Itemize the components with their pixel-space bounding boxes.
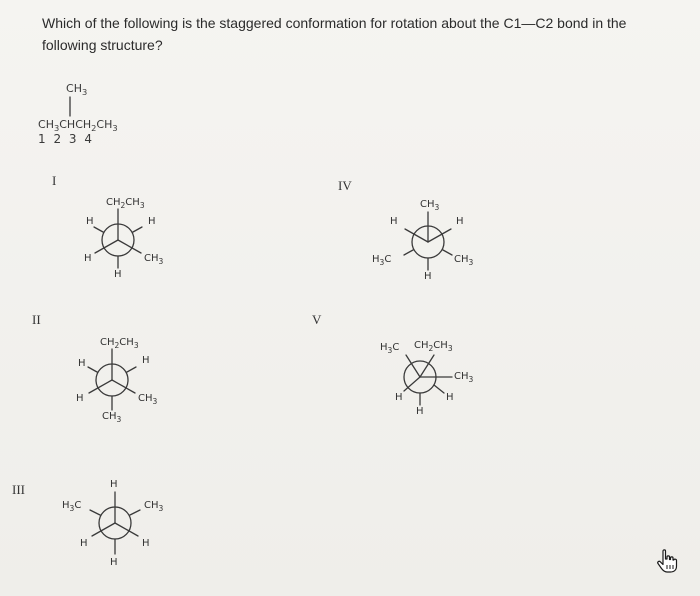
newman-v-top-left: $H_3C$ bbox=[380, 342, 400, 355]
newman-iv-top: $CH_3$ bbox=[420, 199, 440, 212]
newman-ii-top: $CH_2CH_3$ bbox=[100, 337, 139, 350]
newman-v bbox=[404, 355, 452, 405]
newman-iv-lower-right: $CH_3$ bbox=[454, 254, 474, 267]
newman-iv-lower-left: $H_3C$ bbox=[372, 254, 392, 267]
newman-i-top: $CH_2CH_3$ bbox=[106, 197, 145, 210]
newman-v-top-right: $CH_2CH_3$ bbox=[414, 340, 453, 353]
newman-i-lower-left: H bbox=[84, 253, 92, 264]
option-label-v: V bbox=[312, 312, 322, 327]
newman-v-bottom: H bbox=[416, 406, 424, 417]
newman-iii-bottom: H bbox=[110, 557, 118, 568]
question-text: Which of the following is the staggered conformation for rotation about the C1—C2 bond in the following structure? bbox=[42, 15, 627, 53]
newman-v-lower-right: H bbox=[446, 392, 454, 403]
newman-iv-upper-right: H bbox=[456, 216, 464, 227]
newman-iv bbox=[404, 212, 452, 270]
newman-ii-bottom: $CH_3$ bbox=[102, 411, 122, 424]
structure-formula: $CH_3CHCH_2CH_3$ bbox=[38, 118, 118, 134]
structure-numbering: 1 2 3 4 bbox=[38, 132, 94, 146]
newman-iii-top: H bbox=[110, 479, 118, 490]
newman-iii-lower-right: H bbox=[142, 538, 150, 549]
option-label-i: I bbox=[52, 173, 57, 188]
newman-ii bbox=[88, 349, 136, 410]
newman-iii bbox=[90, 492, 140, 554]
newman-ii-upper-left: H bbox=[78, 358, 86, 369]
newman-ii-upper-right: H bbox=[142, 355, 150, 366]
newman-i bbox=[94, 209, 142, 268]
newman-i-upper-right: H bbox=[148, 216, 156, 227]
newman-iv-upper-left: H bbox=[390, 216, 398, 227]
newman-ii-lower-left: H bbox=[76, 393, 84, 404]
newman-i-bottom: H bbox=[114, 269, 122, 280]
newman-i-lower-right: $CH_3$ bbox=[144, 253, 164, 266]
newman-iv-bottom: H bbox=[424, 271, 432, 282]
option-label-iii: III bbox=[12, 482, 25, 497]
pointer-hand-icon bbox=[654, 548, 680, 574]
newman-ii-lower-right: $CH_3$ bbox=[138, 393, 158, 406]
newman-v-right: $CH_3$ bbox=[454, 371, 474, 384]
newman-iii-upper-left: $H_3C$ bbox=[62, 500, 82, 513]
structure-top-substituent: $CH_3$ bbox=[66, 82, 88, 98]
option-label-iv: IV bbox=[338, 178, 352, 193]
newman-iii-upper-right: $CH_3$ bbox=[144, 500, 164, 513]
newman-i-upper-left: H bbox=[86, 216, 94, 227]
option-label-ii: II bbox=[32, 312, 41, 327]
newman-iii-lower-left: H bbox=[80, 538, 88, 549]
newman-v-lower-left: H bbox=[395, 392, 403, 403]
